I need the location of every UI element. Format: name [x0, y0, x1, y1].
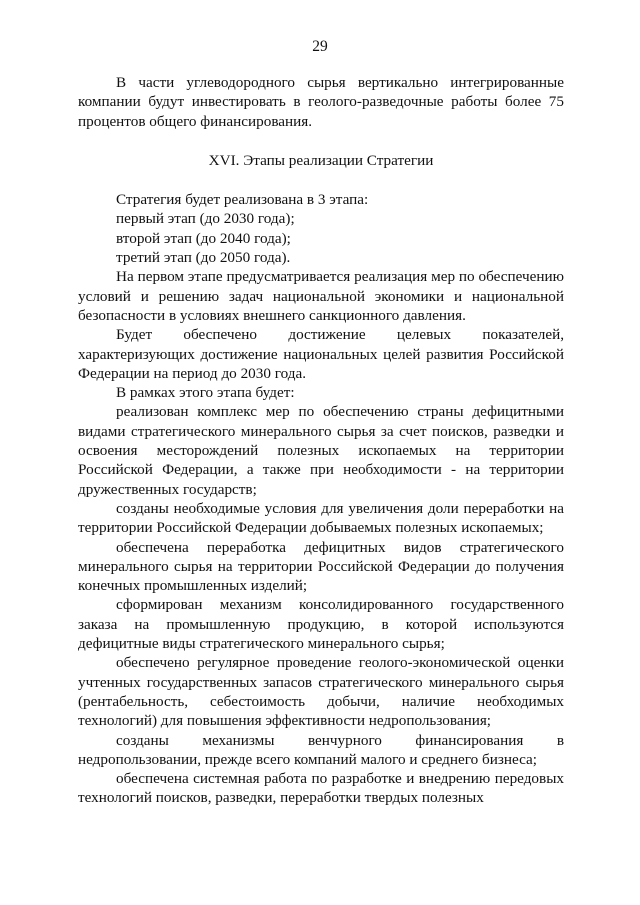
stage-item: второй этап (до 2040 года);: [116, 229, 291, 247]
page-number: 29: [312, 38, 328, 55]
paragraph: реализован комплекс мер по обеспечению страны дефицитными видами стратегического минерального сырья за счет поисков, разведки и освоения месторождений полезных ископаемых на территории Российской Федерации, а также при необходимости - на территории дружественных государств;: [78, 403, 564, 498]
paragraph: Будет обеспечено достижение целевых показателей, характеризующих достижение национальных целей развития Российской Федерации на период до 2030 года.: [78, 326, 564, 382]
stage-item: первый этап (до 2030 года);: [116, 210, 295, 228]
paragraph: сформирован механизм консолидированного государственного заказа на промышленную продукцию, в которой используются дефицитные виды стратегического минерального сырья;: [78, 596, 564, 653]
stages-intro: Стратегия будет реализована в 3 этапа:: [116, 191, 369, 209]
paragraph: обеспечено регулярное проведение геолого-экономической оценки учтенных государственных запасов стратегического минерального сырья (рентабельность, себестоимость добычи, наличие необходимых технологий) для повышения эффективности недропользования;: [78, 654, 564, 730]
paragraph: В рамках этого этапа будет:: [116, 384, 295, 402]
document-body: [78, 73, 564, 808]
paragraph: обеспечена системная работа по разработке и внедрению передовых технологий поисков, разведки, переработки твердых полезных: [78, 770, 564, 807]
paragraph: созданы механизмы венчурного финансирования в недропользовании, прежде всего компаний малого и среднего бизнеса;: [78, 731, 564, 768]
paragraph: обеспечена переработка дефицитных видов стратегического минерального сырья на территории Российской Федерации до получения конечных промышленных изделий;: [78, 538, 564, 595]
section-title: XVI. Этапы реализации Стратегии: [208, 151, 434, 169]
stage-item: третий этап (до 2050 года).: [116, 249, 291, 267]
intro-paragraph: В части углеводородного сырья вертикально интегрированные компании будут инвестировать в геолого-разведочные работы более 75 процентов общего финансирования.: [78, 74, 564, 130]
paragraph: созданы необходимые условия для увеличения доли переработки на территории Российской Федерации добываемых полезных ископаемых;: [78, 499, 564, 537]
paragraph: На первом этапе предусматривается реализация мер по обеспечению условий и решению задач национальной экономики и национальной безопасности в условиях внешнего санкционного давления.: [78, 268, 564, 324]
